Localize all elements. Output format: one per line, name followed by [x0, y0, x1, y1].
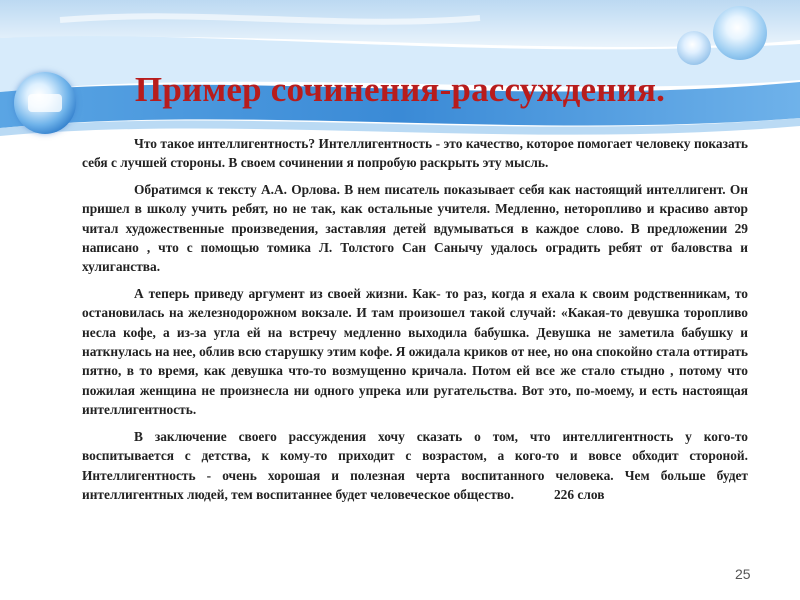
essay-body: [82, 134, 748, 511]
slide-title: Пример сочинения-рассуждения.: [134, 70, 666, 109]
word-count: 226 слов: [553, 486, 605, 502]
page-number: 25: [735, 566, 751, 582]
essay-paragraph: Обратимся к тексту А.А. Орлова. В нем писатель показывает себя как настоящий интеллигент. Он пришел в школу учить ребят, но не так, как остальные учителя. Медленно, неторопливо и красиво автор читал художественные произведения, заставляя детей вдумываться в каждое слово. В предложении 29 написано , что с помощью томика Л. Толстого Сан Санычу удалось оградить ребят от баловства и хулиганства.: [82, 181, 748, 275]
glossy-bubble-icon: [677, 31, 711, 65]
essay-paragraph: Что такое интеллигентность? Интеллигентность - это качество, которое помогает человеку показать себя с лучшей стороны. В своем сочинении я попробую раскрыть эту мысль.: [82, 136, 748, 171]
essay-paragraph: А теперь приведу аргумент из своей жизни. Как- то раз, когда я ехала к своим родственникам, то остановилась на железнодорожном вокзале. И там произошел такой случай: «Какая-то девушка торопливо несла кофе, а из-за угла ей на встречу медленно выходила бабушка. Девушка не заметила бабушку и наткнулась на нее, облив всю старушку этим кофе. Я ожидала криков от нее, но она спокойно стала оттирать пятно, в то время, как девушка что-то возмущенно кричала. Потом ей все же стало стыдно , потому что пожилая женщина не произнесла ни одного упрека или ругательства. Вот это, по-моему, и есть настоящая интеллигентность.: [82, 285, 748, 418]
glossy-bubble-icon: [713, 6, 767, 60]
essay-paragraph-text: В заключение своего рассуждения хочу сказать о том, что интеллигентность у кого-то воспитывается с детства, к кому-то приходит с возрастом, а кого-то и вовсе обходит стороной. Интеллигентность - очень хорошая и полезная черта воспитанного человека. Чем больше будет интеллигентных людей, тем воспитаннее будет человеческое общество.: [82, 428, 748, 502]
essay-paragraph-last: [82, 427, 748, 505]
